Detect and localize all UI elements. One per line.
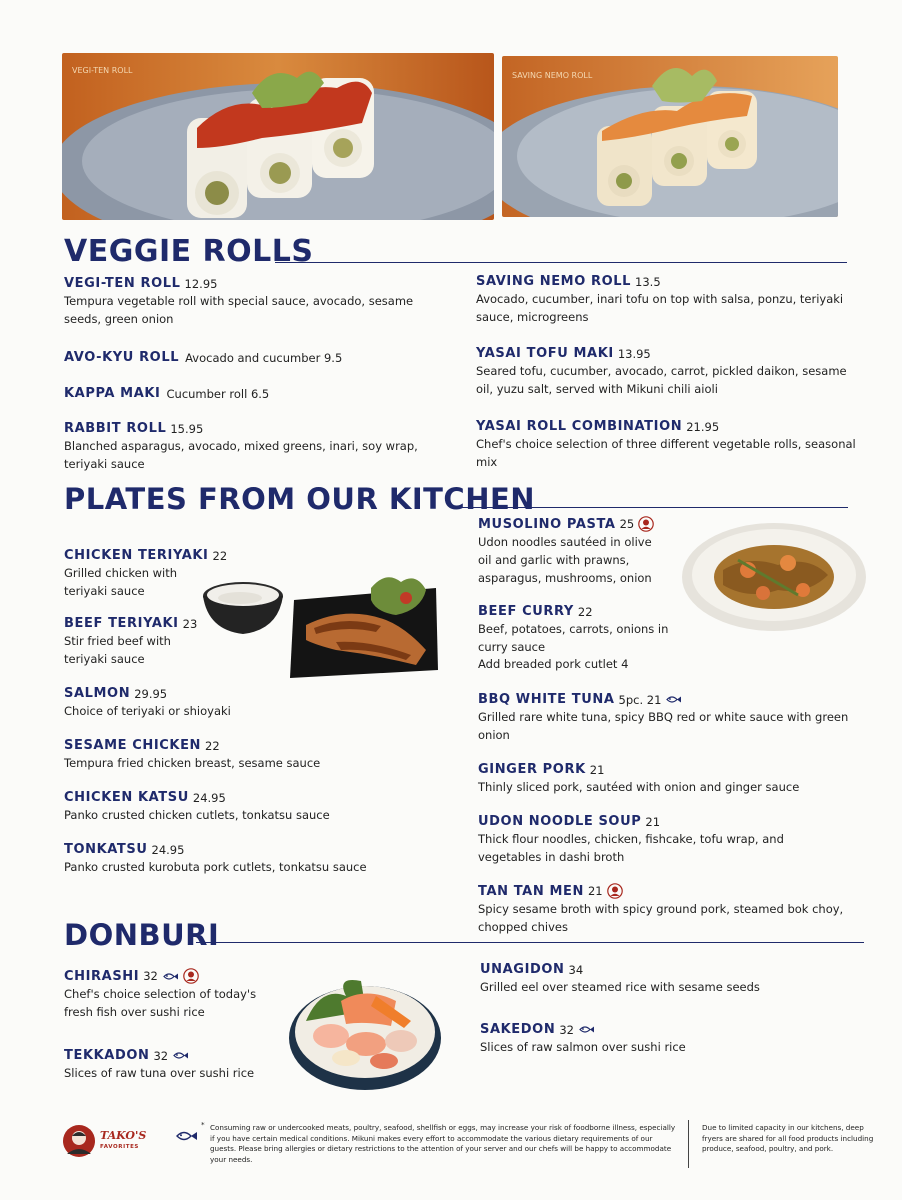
fish-icon	[579, 1025, 595, 1034]
menu-item	[478, 762, 868, 796]
item-price: 29.95	[134, 686, 168, 701]
item-name: SALMON	[64, 686, 131, 701]
fish-icon	[163, 972, 179, 981]
item-name: BEEF TERIYAKI	[64, 616, 179, 631]
item-price: 22	[577, 604, 593, 619]
item-price: 32	[559, 1022, 574, 1037]
rice-bowl-photo	[200, 568, 286, 636]
menu-item	[480, 962, 860, 996]
menu-item	[64, 276, 424, 328]
item-description: Grilled eel over steamed rice with sesame seeds	[480, 980, 760, 994]
item-description: Chef's choice selection of three different vegetable rolls, seasonal mix	[476, 437, 856, 469]
item-description: Slices of raw tuna over sushi rice	[64, 1066, 255, 1080]
item-description: Stir fried beef with teriyaki sauce	[64, 634, 171, 666]
item-description: Grilled rare white tuna, spicy BBQ red or white sauce with green onion	[478, 710, 849, 742]
item-description: Grilled chicken with teriyaki sauce	[64, 566, 178, 598]
item-price: 21	[589, 762, 605, 777]
menu-item	[480, 1022, 860, 1056]
menu-item	[476, 346, 856, 398]
section-title-donburi: DONBURI	[64, 918, 220, 952]
fryer-note: Due to limited capacity in our kitchens, deep fryers are shared for all food products including produce, seafood, poultry, and pork.	[702, 1123, 874, 1153]
item-name: CHICKEN KATSU	[64, 790, 189, 805]
item-description: Chef's choice selection of today's fresh fish over sushi rice	[64, 987, 257, 1019]
item-addon: Add breaded pork cutlet 4	[478, 657, 629, 671]
menu-item	[64, 421, 424, 473]
tako-avatar-icon	[62, 1124, 96, 1158]
asterisk-marker: *	[201, 1120, 205, 1129]
fish-icon	[176, 1130, 198, 1142]
item-name: KAPPA MAKI	[64, 386, 161, 401]
menu-item	[476, 419, 856, 471]
item-price: 22	[205, 738, 220, 753]
fish-icon	[173, 1051, 189, 1060]
tako-favorites-legend	[62, 1124, 152, 1160]
item-price: 21	[645, 814, 661, 829]
chicken-teriyaki-plate-photo	[286, 570, 442, 682]
item-price: 21	[587, 884, 603, 898]
item-price: 5pc. 21	[618, 692, 662, 707]
menu-item	[478, 604, 698, 673]
section-title-plates: PLATES FROM OUR KITCHEN	[64, 482, 536, 516]
item-description: Tempura fried chicken breast, sesame sauce	[64, 756, 321, 770]
item-price: 21.95	[686, 419, 720, 434]
menu-item	[64, 350, 424, 365]
item-name: VEGI-TEN ROLL	[64, 276, 181, 291]
item-name: GINGER PORK	[478, 762, 586, 777]
item-name: MUSOLINO PASTA	[478, 516, 616, 532]
item-description: Thick flour noodles, chicken, fishcake, tofu wrap, and vegetables in dashi broth	[478, 832, 784, 864]
saving-nemo-roll-photo	[502, 56, 838, 217]
item-description: Panko crusted chicken cutlets, tonkatsu sauce	[64, 808, 330, 822]
item-name: SAKEDON	[480, 1022, 556, 1037]
item-description: Panko crusted kurobuta pork cutlets, tonkatsu sauce	[64, 860, 367, 874]
item-price: 15.95	[170, 421, 204, 436]
item-price: 22	[212, 548, 228, 563]
item-name: YASAI ROLL COMBINATION	[476, 419, 683, 434]
section-rule-plates	[458, 507, 848, 508]
item-name: TEKKADON	[64, 1048, 150, 1063]
item-price: 24.95	[151, 842, 185, 857]
menu-item	[478, 883, 868, 936]
item-name: BEEF CURRY	[478, 604, 574, 619]
item-name: AVO-KYU ROLL	[64, 350, 180, 365]
right-photo-label: SAVING NEMO ROLL	[512, 71, 593, 80]
item-name: UDON NOODLE SOUP	[478, 814, 642, 829]
vegi-ten-roll-photo	[62, 53, 494, 220]
menu-item	[64, 738, 444, 772]
section-rule-donburi	[196, 942, 864, 943]
item-price: 23	[182, 616, 198, 631]
footer-divider	[688, 1120, 689, 1168]
item-inline-description: Avocado and cucumber 9.5	[185, 350, 343, 365]
chirashi-bowl-photo	[286, 966, 444, 1092]
item-description: Avocado, cucumber, inari tofu on top with salsa, ponzu, teriyaki sauce, microgreens	[476, 292, 844, 324]
item-name: BBQ WHITE TUNA	[478, 692, 615, 707]
item-name: TONKATSU	[64, 842, 148, 857]
item-description: Thinly sliced pork, sautéed with onion and ginger sauce	[478, 780, 800, 794]
item-name: TAN TAN MEN	[478, 883, 584, 899]
food-safety-disclaimer: Consuming raw or undercooked meats, poultry, seafood, shellfish or eggs, may increase your risk of foodborne illness, especially if you have certain medical conditions. Mikuni makes every effort to accommodate the various dietary requirements of our guests. Please bring allergies or dietary restrictions to the attention of your server and our chefs will be happy to accommodate your needs.	[210, 1123, 676, 1164]
menu-item	[64, 686, 424, 720]
item-name: SESAME CHICKEN	[64, 738, 202, 753]
menu-item	[64, 616, 204, 668]
item-name: SAVING NEMO ROLL	[476, 274, 632, 289]
tako-favorite-icon	[607, 883, 623, 899]
item-inline-description: Cucumber roll 6.5	[166, 386, 270, 401]
item-name: CHIRASHI	[64, 968, 140, 984]
section-title-veggie-rolls: VEGGIE ROLLS	[64, 234, 314, 269]
item-description: Tempura vegetable roll with special sauce, avocado, sesame seeds, green onion	[64, 294, 414, 326]
menu-item	[478, 814, 838, 866]
item-description: Choice of teriyaki or shioyaki	[64, 704, 231, 718]
item-price: 24.95	[192, 790, 226, 805]
section-rule-veggie	[275, 262, 847, 263]
item-price: 13.5	[635, 274, 661, 289]
menu-item	[64, 842, 454, 876]
menu-item	[478, 516, 664, 587]
item-name: UNAGIDON	[480, 962, 565, 977]
item-description: Beef, potatoes, carrots, onions in curry sauce	[478, 622, 669, 654]
menu-item	[478, 692, 868, 744]
item-price: 34	[568, 962, 584, 977]
menu-item	[64, 968, 274, 1021]
item-description: Slices of raw salmon over sushi rice	[480, 1040, 686, 1054]
left-photo-label: VEGI-TEN ROLL	[72, 66, 133, 75]
item-name: CHICKEN TERIYAKI	[64, 548, 209, 563]
item-price: 25	[619, 517, 635, 531]
fish-icon	[666, 695, 682, 704]
menu-item	[476, 274, 856, 326]
item-price: 13.95	[617, 346, 651, 361]
item-name: RABBIT ROLL	[64, 421, 167, 436]
menu-item	[64, 386, 424, 401]
item-price: 12.95	[184, 276, 218, 291]
item-description: Udon noodles sautéed in olive oil and garlic with prawns, asparagus, mushrooms, onion	[478, 535, 652, 585]
item-description: Blanched asparagus, avocado, mixed greens, inari, soy wrap, teriyaki sauce	[64, 439, 418, 471]
menu-item	[64, 548, 228, 600]
tako-favorite-icon	[183, 968, 199, 984]
tako-favorite-icon	[638, 516, 654, 532]
item-price: 32	[153, 1048, 169, 1063]
menu-item	[64, 1048, 284, 1082]
item-price: 32	[143, 969, 158, 983]
musolino-pasta-photo	[678, 515, 868, 635]
item-name: YASAI TOFU MAKI	[476, 346, 614, 361]
menu-item	[64, 790, 454, 824]
item-description: Spicy sesame broth with spicy ground pork, steamed bok choy, chopped chives	[478, 902, 844, 934]
favorites-label: FAVORITES	[100, 1144, 139, 1150]
item-description: Seared tofu, cucumber, avocado, carrot, pickled daikon, sesame oil, yuzu salt, served with Mikuni chili aioli	[476, 364, 847, 396]
tako-label: TAKO'S	[100, 1129, 147, 1142]
